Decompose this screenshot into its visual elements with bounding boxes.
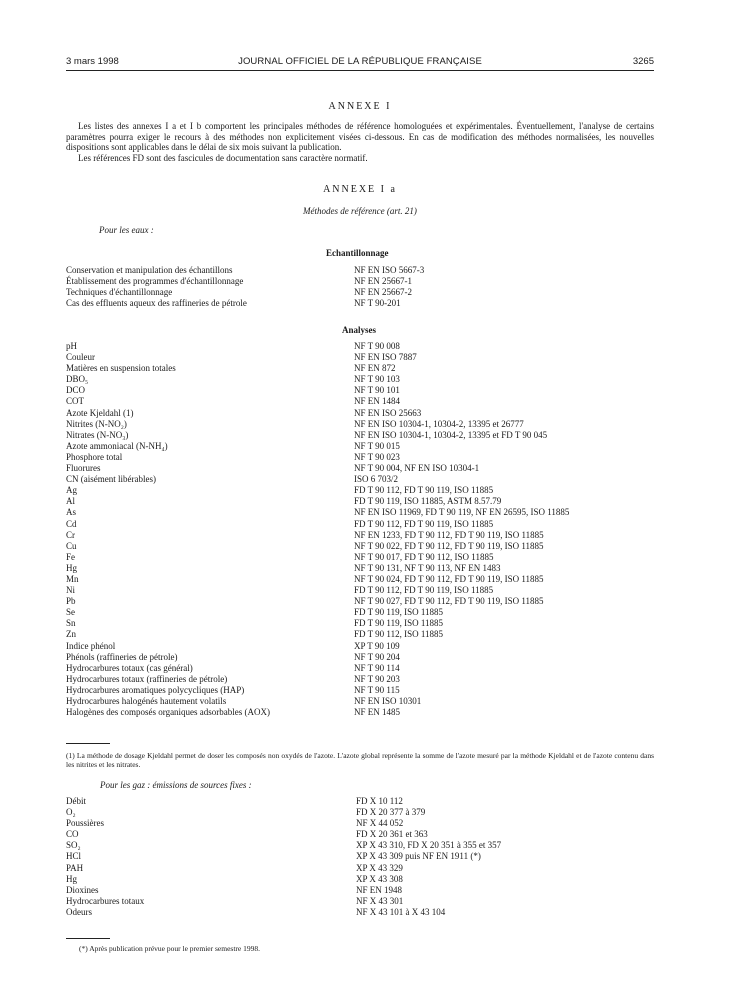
table-row xyxy=(66,907,654,918)
table-row xyxy=(66,652,654,663)
parameter-label: Nitrites (N-NO₂) xyxy=(66,418,127,429)
method-reference: NF T 90 017, FD T 90 112, ISO 11885 xyxy=(354,551,494,562)
parameter-label: Al xyxy=(66,496,75,507)
method-reference: NF EN 1233, FD T 90 112, FD T 90 119, ISO 11885 xyxy=(354,529,544,540)
parameter-label: Hydrocarbures totaux (raffineries de pétrole) xyxy=(66,673,228,684)
method-reference: NF EN 25667-2 xyxy=(354,287,412,298)
parameter-label: O₂ xyxy=(66,807,76,818)
method-reference: FD T 90 112, FD T 90 119, ISO 11885 xyxy=(354,485,494,496)
parameter-label: As xyxy=(66,507,77,518)
table-row xyxy=(66,618,654,629)
method-reference: NF EN ISO 5667-3 xyxy=(354,265,425,275)
table-row xyxy=(66,896,654,907)
parameter-label: COT xyxy=(66,396,84,407)
parameter-label: Nitrates (N-NO₃) xyxy=(66,429,129,440)
method-reference: FD T 90 119, ISO 11885, ASTM 8.57.79 xyxy=(354,496,502,507)
table-row xyxy=(66,396,654,407)
parameter-label: Hydrocarbures totaux xyxy=(66,895,145,906)
parameter-label: PAH xyxy=(66,862,84,873)
parameter-label: Cu xyxy=(66,540,77,551)
table-row xyxy=(66,696,654,707)
parameter-label: Hg xyxy=(66,562,77,573)
method-reference: XP T 90 109 xyxy=(354,640,400,651)
method-reference: NF T 90 023 xyxy=(354,451,400,462)
table-row xyxy=(66,452,654,463)
table-row xyxy=(66,385,654,396)
table-row xyxy=(66,796,654,807)
parameter-label: Matières en suspension totales xyxy=(66,363,176,374)
method-reference: FD X 20 361 et 363 xyxy=(356,829,428,840)
method-reference: NF EN 872 xyxy=(354,363,396,374)
header-journal-title: JOURNAL OFFICIEL DE LA RÉPUBLIQUE FRANÇAISE xyxy=(238,56,482,67)
method-reference: FD T 90 112, FD T 90 119, ISO 11885 xyxy=(354,585,494,596)
table-row xyxy=(66,541,654,552)
analyses-table xyxy=(66,341,654,718)
method-reference: NF X 43 101 à X 43 104 xyxy=(356,906,446,917)
footnote-1: (1) La méthode de dosage Kjeldahl permet de doser les composés non oxydés de l'azote. L'azote global représente la somme de l'azote mesuré par la méthode Kjeldahl et de l'azote contenu dans les nitrites et les nitrates. xyxy=(66,751,654,769)
table-row xyxy=(66,874,654,885)
table-row xyxy=(66,829,654,840)
table-row xyxy=(66,463,654,474)
method-reference: NF T 90-201 xyxy=(354,298,401,309)
parameter-label: Zn xyxy=(66,629,76,640)
parameter-label: Dioxines xyxy=(66,884,99,895)
method-reference: XP X 43 308 xyxy=(356,873,403,884)
table-row xyxy=(66,629,654,640)
parameter-label: Phénols (raffineries de pétrole) xyxy=(66,651,178,662)
annexe-1-paragraph-1: Les listes des annexes I a et I b comportent les principales méthodes de référence homologuées et expérimentales. Éventuellement, l'analyse de certains paramètres pourra exiger le recours à des méthodes non explicitement visées ci-dessous. En cas de modification des méthodes normalisées, les nouvelles dispositions sont applicables dans le délai de six mois suivant la publication. xyxy=(66,121,654,152)
annexe-1-body xyxy=(66,121,654,163)
parameter-label: Se xyxy=(66,607,75,618)
parameter-label: Ag xyxy=(66,485,77,496)
method-reference: FD X 10 112 xyxy=(356,796,403,806)
table-row xyxy=(66,663,654,674)
table-row xyxy=(66,851,654,862)
parameter-label: Cr xyxy=(66,529,75,540)
table-row xyxy=(66,530,654,541)
parameter-label: pH xyxy=(66,341,77,351)
parameter-label: Couleur xyxy=(66,352,95,363)
method-reference: NF T 90 101 xyxy=(354,385,400,396)
method-reference: NF EN 1484 xyxy=(354,396,401,407)
footnote-rule-1 xyxy=(66,743,110,744)
footnote-2: (*) Après publication prévue pour le premier semestre 1998. xyxy=(79,944,260,953)
parameter-label: Mn xyxy=(66,573,79,584)
method-reference: FD T 90 119, ISO 11885 xyxy=(354,607,444,618)
table-row xyxy=(66,563,654,574)
parameter-label: CO xyxy=(66,829,79,840)
parameter-label: Poussières xyxy=(66,818,104,829)
table-row xyxy=(66,507,654,518)
method-reference: NF T 90 004, NF EN ISO 10304-1 xyxy=(354,463,480,474)
table-row xyxy=(66,287,654,298)
annexe-1a-title: ANNEXE I a xyxy=(323,184,397,195)
parameter-label: Hydrocarbures aromatiques polycycliques (HAP) xyxy=(66,684,245,695)
parameter-label: Sn xyxy=(66,618,76,629)
method-reference: NF T 90 027, FD T 90 112, FD T 90 119, ISO 11885 xyxy=(354,596,544,607)
method-reference: NF T 90 204 xyxy=(354,651,400,662)
gaz-table xyxy=(66,796,654,918)
parameter-label: Pb xyxy=(66,596,76,607)
parameter-label: DCO xyxy=(66,385,86,396)
method-reference: NF T 90 203 xyxy=(354,673,400,684)
method-reference: NF T 90 103 xyxy=(354,374,400,385)
echantillonnage-table xyxy=(66,265,654,309)
method-reference: NF EN ISO 11969, FD T 90 119, NF EN 26595, ISO 11885 xyxy=(354,507,570,518)
table-row xyxy=(66,265,654,276)
table-row xyxy=(66,352,654,363)
method-reference: NF X 43 301 xyxy=(356,895,404,906)
method-reference: XP X 43 310, FD X 20 351 à 355 et 357 xyxy=(356,840,502,851)
parameter-label: Azote Kjeldahl (1) xyxy=(66,407,134,418)
table-row xyxy=(66,419,654,430)
method-reference: FD T 90 112, FD T 90 119, ISO 11885 xyxy=(354,518,494,529)
annexe-1-paragraph-2: Les références FD sont des fascicules de documentation sans caractère normatif. xyxy=(78,152,368,163)
table-row xyxy=(66,585,654,596)
method-reference: NF EN ISO 25663 xyxy=(354,407,422,418)
footnote-rule-2 xyxy=(66,938,110,939)
table-row xyxy=(66,341,654,352)
parameter-label: Fluorures xyxy=(66,463,101,474)
gaz-label: Pour les gaz : émissions de sources fixes : xyxy=(100,780,252,790)
table-row xyxy=(66,596,654,607)
parameter-label: DBO₅ xyxy=(66,374,89,385)
analyses-heading: Analyses xyxy=(342,325,377,335)
method-reference: NF X 44 052 xyxy=(356,818,404,829)
method-reference: NF T 90 131, NF T 90 113, NF EN 1483 xyxy=(354,562,501,573)
table-row xyxy=(66,707,654,718)
parameter-label: HCl xyxy=(66,851,82,862)
header-date: 3 mars 1998 xyxy=(66,56,119,67)
table-row xyxy=(66,408,654,419)
parameter-label: Ni xyxy=(66,585,75,596)
table-row xyxy=(66,807,654,818)
table-row xyxy=(66,674,654,685)
parameter-label: SO₂ xyxy=(66,840,81,851)
table-row xyxy=(66,276,654,287)
table-row xyxy=(66,574,654,585)
method-reference: NF EN ISO 10304-1, 10304-2, 13395 et FD T 90 045 xyxy=(354,429,548,440)
parameter-label: Établissement des programmes d'échantillonnage xyxy=(66,276,244,287)
parameter-label: Conservation et manipulation des échantillons xyxy=(66,265,233,275)
table-row xyxy=(66,298,654,309)
parameter-label: Odeurs xyxy=(66,906,92,917)
table-row xyxy=(66,885,654,896)
method-reference: NF EN ISO 10304-1, 10304-2, 13395 et 26777 xyxy=(354,418,524,429)
parameter-label: Cd xyxy=(66,518,77,529)
table-row xyxy=(66,430,654,441)
method-reference: XP X 43 329 xyxy=(356,862,403,873)
parameter-label: CN (aisément libérables) xyxy=(66,474,156,485)
parameter-label: Hydrocarbures totaux (cas général) xyxy=(66,662,193,673)
method-reference: XP X 43 309 puis NF EN 1911 (*) xyxy=(356,851,481,862)
table-row xyxy=(66,863,654,874)
table-row xyxy=(66,641,654,652)
table-row xyxy=(66,363,654,374)
eaux-label: Pour les eaux : xyxy=(99,225,154,235)
table-row xyxy=(66,607,654,618)
table-row xyxy=(66,552,654,563)
page-header xyxy=(66,56,654,70)
parameter-label: Hg xyxy=(66,873,77,884)
table-row xyxy=(66,496,654,507)
table-row xyxy=(66,840,654,851)
method-reference: FD X 20 377 à 379 xyxy=(356,807,426,818)
parameter-label: Techniques d'échantillonnage xyxy=(66,287,173,298)
parameter-label: Halogènes des composés organiques adsorbables (AOX) xyxy=(66,707,271,718)
table-row xyxy=(66,818,654,829)
annexe-1-title: ANNEXE I xyxy=(328,101,392,112)
annexe-1a-subtitle: Méthodes de référence (art. 21) xyxy=(303,206,417,216)
method-reference: NF EN ISO 10301 xyxy=(354,696,422,706)
table-row xyxy=(66,485,654,496)
method-reference: NF T 90 114 xyxy=(354,662,400,673)
parameter-label: Phosphore total xyxy=(66,451,123,462)
table-row xyxy=(66,474,654,485)
method-reference: NF T 90 008 xyxy=(354,341,400,351)
method-reference: NF EN 1485 xyxy=(354,707,401,718)
table-row xyxy=(66,685,654,696)
table-row xyxy=(66,441,654,452)
method-reference: NF T 90 115 xyxy=(354,684,400,695)
method-reference: NF T 90 022, FD T 90 112, FD T 90 119, ISO 11885 xyxy=(354,540,544,551)
method-reference: FD T 90 119, ISO 11885 xyxy=(354,618,444,629)
table-row xyxy=(66,519,654,530)
parameter-label: Azote ammoniacal (N-NH₄) xyxy=(66,440,168,451)
method-reference: NF EN 1948 xyxy=(356,884,403,895)
parameter-label: Débit xyxy=(66,796,86,806)
parameter-label: Fe xyxy=(66,551,75,562)
method-reference: NF EN ISO 7887 xyxy=(354,352,417,363)
parameter-label: Indice phénol xyxy=(66,640,116,651)
method-reference: NF T 90 024, FD T 90 112, FD T 90 119, ISO 11885 xyxy=(354,573,544,584)
table-row xyxy=(66,374,654,385)
method-reference: FD T 90 112, ISO 11885 xyxy=(354,629,444,640)
header-rule xyxy=(66,70,654,71)
parameter-label: Cas des effluents aqueux des raffineries de pétrole xyxy=(66,298,247,309)
method-reference: NF T 90 015 xyxy=(354,440,400,451)
method-reference: ISO 6 703/2 xyxy=(354,474,399,485)
header-page-number: 3265 xyxy=(632,56,654,67)
method-reference: NF EN 25667-1 xyxy=(354,276,412,287)
parameter-label: Hydrocarbures halogénés hautement volatils xyxy=(66,696,227,706)
echantillonnage-heading: Echantillonnage xyxy=(326,248,389,258)
